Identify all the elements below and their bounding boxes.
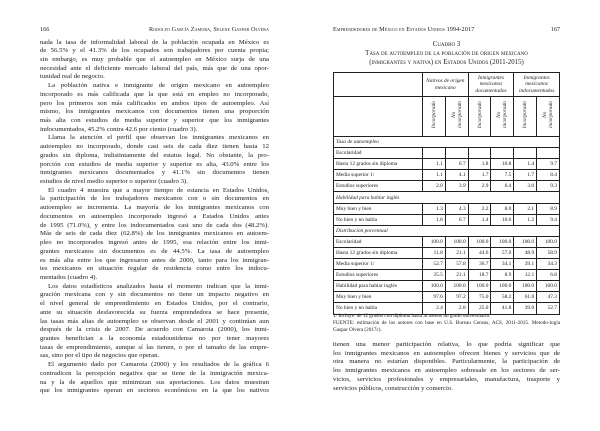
- text-line: vicios, servicios profesionales y empresariales, manufactura, trasporte y: [333, 375, 560, 383]
- table-cell: 2.0: [423, 181, 446, 192]
- table-cell: 9.7: [537, 159, 560, 170]
- text-line: porción con estudios de media superior y superior es alta, 43.0% entre los: [40, 160, 269, 168]
- table-cell: 10.6: [491, 214, 514, 225]
- row-label: No bien y no habla: [334, 214, 423, 225]
- row-label: Muy bien y bien: [334, 203, 423, 214]
- text-line: Llama la atención el perfil que observan los inmigrantes mexicanos en: [48, 134, 269, 142]
- subheader-label: Incorporado: [430, 100, 437, 129]
- text-line: autoempleo se incrementa. La mayoría de los inmigrantes mexicanos con: [40, 204, 269, 212]
- row-label: Media superior 1/: [334, 170, 423, 181]
- row-label: Muy bien y bien: [334, 292, 423, 303]
- text-line: el nivel general de emprendimiento en Estados Unidos, por el contrario,: [40, 300, 269, 308]
- row-label: Habilidad para hablar inglés: [334, 281, 423, 292]
- table-cell: 6.4: [491, 181, 514, 192]
- group-header-documented: Inmigrantes mexicanos documentados: [468, 73, 514, 97]
- table-cell: [491, 148, 514, 159]
- table-cell: 52.7: [537, 303, 560, 314]
- table-cell: 2.8: [445, 303, 468, 314]
- table-cell: 2.2: [468, 203, 491, 214]
- table-cell: 97.2: [445, 292, 468, 303]
- table-cell: 1.7: [514, 170, 537, 181]
- page-number-right: 167: [550, 26, 560, 33]
- subheader-incorporated: [423, 97, 446, 137]
- table-section-row: [334, 137, 560, 148]
- table-cell: 2.4: [423, 303, 446, 314]
- text-line: Más de seis de cada diez (62.8%) de los inmigrantes mexicanos en autoem-: [40, 230, 269, 238]
- text-line: después de la crisis de 2007. De acuerdo con Camarota (2000), los inmi-: [40, 326, 269, 334]
- table-cell: 1.8: [468, 159, 491, 170]
- header-empty: [334, 73, 423, 97]
- table-cell: 1.8: [423, 214, 446, 225]
- table-cell: [423, 148, 446, 159]
- text-line: sas, sino por el tipo de negocios que operan.: [40, 352, 160, 360]
- subheader-not-incorporated: [491, 97, 514, 137]
- table-cell: 34.3: [537, 259, 560, 270]
- table-cell: 57.8: [445, 259, 468, 270]
- table-cell: 36.7: [468, 259, 491, 270]
- table-cell: 1.1: [423, 159, 446, 170]
- table-cell: 12.1: [514, 270, 537, 281]
- section-label: Tasa de autoempleo: [334, 137, 560, 148]
- table-cell: 58.9: [537, 247, 560, 258]
- text-line: ante su situación desfavorecida su fuerza emprendedora se hace presente,: [40, 308, 269, 316]
- table-row: [334, 203, 560, 214]
- table-row: [334, 292, 560, 303]
- row-label: No bien y no habla: [334, 303, 423, 314]
- table-cell: 1.1: [423, 170, 446, 181]
- table-cell: 52.7: [423, 259, 446, 270]
- table-cell: 1.2: [514, 214, 537, 225]
- text-line: otra manera no estarían disponibles. Particularmente, la participación de: [333, 358, 560, 366]
- table-row: [334, 159, 560, 170]
- section-label: Habilidad para hablar inglés: [334, 192, 560, 203]
- table-cell: 44.6: [468, 247, 491, 258]
- text-line: de 56.5% y el 41.3% de los ocupados son trabajadores por cuenta propia;: [40, 47, 269, 55]
- table-title-line-1: Tasa de autoempleo de la población de origen mexicano: [365, 50, 528, 57]
- table-row: [334, 259, 560, 270]
- text-line: La población nativa e inmigrante de origen mexicano en autoempleo: [48, 82, 269, 90]
- text-line: autoempleo no incorporado, donde casi seis de cada diez tienen hasta 12: [40, 143, 269, 151]
- table-cell: 11.8: [423, 247, 446, 258]
- table-cell: 100.0: [537, 281, 560, 292]
- table-cell: 100.0: [423, 281, 446, 292]
- table-cell: 18.7: [468, 270, 491, 281]
- text-line: tienen una menor participación relativa, lo que podría significar que: [333, 341, 560, 348]
- table-cell: 100.0: [514, 236, 537, 247]
- text-line: más alta con estudios de media superior y superior que los inmigrantes: [40, 116, 269, 124]
- table-cell: 2.9: [468, 181, 491, 192]
- table-cell: 47.3: [537, 292, 560, 303]
- text-line: servicios públicos, construcción y comercio.: [333, 384, 453, 392]
- text-line: grados sin diploma, indistintamente del estatus legal. No obstante, la pro-: [40, 151, 269, 159]
- text-line: El argumento dado por Camarota (2000) y los resultados de la gráfica 6: [48, 361, 269, 369]
- text-line: grantes mexicanos sin documentos es de 44.5%. La tasa de autoempleo: [40, 247, 269, 255]
- row-label: Media superior 1/: [334, 259, 423, 270]
- table-cell: 57.0: [491, 247, 514, 258]
- table-cell: [468, 148, 491, 159]
- table-title-line-2: (inmigrantes y nativa) en Estados Unidos (2011-2015): [369, 59, 524, 66]
- table-cell: 10.8: [491, 159, 514, 170]
- table-cell: 100.0: [537, 236, 560, 247]
- table-cell: 6.7: [445, 159, 468, 170]
- row-label: Escolaridad: [334, 148, 423, 159]
- text-line: nada la tasa de informalidad laboral de la población ocupada en México es: [40, 38, 269, 46]
- table-cell: 100.0: [491, 281, 514, 292]
- text-line: estudios de nivel medio superior o superior (cuadro 3).: [40, 178, 188, 186]
- text-line: pero los primeros son más calificados en ambos tipos de autoempleo. Así: [40, 99, 269, 107]
- table-cell: 8.9: [537, 203, 560, 214]
- text-line: indocumentados, 45.2% contra 42.6 por ciento (cuadro 3).: [40, 125, 198, 133]
- table-row: [334, 181, 560, 192]
- footnote: 1/ Incluye: de 12 grados con diploma hasta al menos un grado universitario.: [333, 313, 491, 319]
- text-line: documentos en autoempleo incorporado ingresó a Estados Unidos antes: [40, 212, 269, 220]
- text-line: los inmigrantes mexicanos en autoempleo ofrecen bienes y servicios que de: [333, 349, 560, 357]
- table-cell: 100.0: [468, 236, 491, 247]
- text-line: que los inmigrantes operan en sectores económicos en la que los nativos: [40, 387, 269, 395]
- text-line: de 1995 (71.0%), y entre los indocumentados casi uno de cada dos (48.2%).: [40, 221, 269, 229]
- table-cell: 39.0: [514, 303, 537, 314]
- table-cell: 21.1: [445, 270, 468, 281]
- table-row: [334, 214, 560, 225]
- subheader-label: No incorporado: [450, 101, 463, 128]
- subheader-label: No incorporado: [496, 101, 509, 128]
- table-cell: 4.3: [445, 203, 468, 214]
- table-cell: 1.4: [468, 214, 491, 225]
- table-cell: [445, 148, 468, 159]
- table-cell: [537, 148, 560, 159]
- running-head-left: Rodolfo García Zamora, Selene Gaspar Olvera: [148, 26, 269, 33]
- table-cell: 8.9: [491, 270, 514, 281]
- text-line: necesidad ante el deficiente mercado laboral del país, más que de una opor-: [40, 64, 269, 72]
- table-cell: 75.0: [468, 292, 491, 303]
- table-cell: 2.1: [514, 203, 537, 214]
- text-line: Los datos estadísticos analizados hasta el momento indican que la inmi-: [48, 282, 269, 290]
- table-cell: 1.7: [468, 170, 491, 181]
- row-label: Estudios superiores: [334, 270, 423, 281]
- running-head-right: Emprendedores de México en Estados Unidos 1994-2017: [333, 26, 475, 33]
- table-cell: 100.0: [514, 281, 537, 292]
- subheader-not-incorporated: [537, 97, 560, 137]
- table-cell: 9.3: [537, 181, 560, 192]
- row-label: Hasta 12 grados sin diploma: [334, 159, 423, 170]
- table-row: [334, 170, 560, 181]
- table-cell: 1.4: [514, 159, 537, 170]
- table-cell: 48.9: [514, 247, 537, 258]
- table-cell: 61.0: [514, 292, 537, 303]
- text-line: na y la de aquellos que minimizan sus aportaciones. Los datos muestran: [40, 378, 269, 386]
- table-section-row: [334, 225, 560, 236]
- page-number-left: 166: [40, 26, 50, 33]
- table-cell: 8.0: [491, 203, 514, 214]
- section-label: Distribución porcentual: [334, 225, 560, 236]
- table-cell: 3.0: [514, 181, 537, 192]
- subheader-not-incorporated: [445, 97, 468, 137]
- table-cell: 97.6: [423, 292, 446, 303]
- text-line: mentados (cuadro 4).: [40, 273, 98, 281]
- table-cell: [514, 148, 537, 159]
- data-table: [333, 72, 560, 315]
- text-line: pleo no incorporados ingresó antes de 1995, esa relación entre los inmi-: [40, 239, 269, 247]
- text-line: grantes benefician a la economía estadounidense no por tener mayores: [40, 334, 269, 342]
- table-section-row: [334, 192, 560, 203]
- subheader-incorporated: [514, 97, 537, 137]
- table-cell: 9.4: [537, 214, 560, 225]
- text-line: incorporado es más calificada que la que está en empleo no incorporado,: [40, 90, 269, 98]
- table-cell: 35.5: [423, 270, 446, 281]
- group-header-natives: Nativos de origen mexicano: [423, 73, 469, 97]
- table-cell: 100.0: [423, 236, 446, 247]
- text-line: la participación de los trabajadores mexicanos con o sin documentos en: [40, 195, 269, 203]
- source-note: FUENTE: estimación de los autores con base en U.S. Bureau Census, ACS, 2011-2015. Metodo-logía Gaspar Olvera (2017c).: [333, 320, 560, 333]
- table-cell: 25.0: [468, 303, 491, 314]
- table-cell: 6.7: [445, 214, 468, 225]
- table-cell: 34.1: [491, 259, 514, 270]
- subheader-label: Incorporado: [522, 100, 529, 129]
- text-line: gración mexicana con y sin documentos no tiene un impacto negativo en: [40, 291, 269, 299]
- row-label: Estudios superiores: [334, 181, 423, 192]
- subheader-empty: [334, 97, 423, 137]
- table-cell: 100.0: [445, 236, 468, 247]
- table-cell: 21.1: [445, 247, 468, 258]
- text-line: inmigrantes mexicanos documentados y 41.1% sin documentos tienen: [40, 169, 269, 177]
- text-line: mismo, los inmigrantes mexicanos con documentos tienen una proporción: [40, 108, 269, 116]
- table-row: [334, 236, 560, 247]
- table-cell: 100.0: [445, 281, 468, 292]
- text-line: sin embargo, es muy probable que el autoempleo en México surja de una: [40, 55, 269, 63]
- subheader-incorporated: [468, 97, 491, 137]
- table-row: [334, 148, 560, 159]
- text-line: tunidad real de negocio.: [40, 73, 105, 81]
- text-line: tes mexicanos en situación regular de residencia como entre los indocu-: [40, 265, 269, 273]
- table-label: Cuadro 3: [432, 41, 461, 48]
- table-cell: 7.5: [491, 170, 514, 181]
- table-row: [334, 281, 560, 292]
- text-line: es más alta entre los que ingresaron antes de 2000, tanto para los inmigran-: [40, 256, 269, 264]
- text-line: contradicen la percepción negativa que se tiene de la inmigración mexica-: [40, 369, 269, 377]
- table-row: [334, 270, 560, 281]
- subheader-label: No incorporado: [542, 101, 555, 128]
- table-cell: 4.1: [445, 170, 468, 181]
- subheader-label: Incorporado: [476, 100, 483, 129]
- table-cell: 6.8: [537, 270, 560, 281]
- table-cell: 41.8: [491, 303, 514, 314]
- table-cell: 3.9: [445, 181, 468, 192]
- group-header-undocumented: Inmigrantes mexicanos indocumentados: [514, 73, 560, 97]
- table-cell: 39.1: [514, 259, 537, 270]
- table-cell: 100.0: [491, 236, 514, 247]
- text-line: tasas de emprendimiento, aunque sí las tienen, o por el tamaño de las empre-: [40, 343, 269, 351]
- text-line: El cuadro 4 muestra que a mayor tiempo de estancia en Estados Unidos,: [48, 186, 269, 194]
- table-cell: 1.3: [423, 203, 446, 214]
- row-label: Hasta 12 grados sin diploma: [334, 247, 423, 258]
- table-cell: 100.0: [468, 281, 491, 292]
- table-cell: 58.2: [491, 292, 514, 303]
- text-line: los inmigrantes mexicanos en autoempleo sobresale en los sectores de ser-: [333, 367, 560, 375]
- table-cell: 8.4: [537, 170, 560, 181]
- row-label: Escolaridad: [334, 236, 423, 247]
- text-line: las tasas más altas de autoempleo se observan desde el 2001 y continúan aun: [40, 317, 269, 325]
- table-row: [334, 247, 560, 258]
